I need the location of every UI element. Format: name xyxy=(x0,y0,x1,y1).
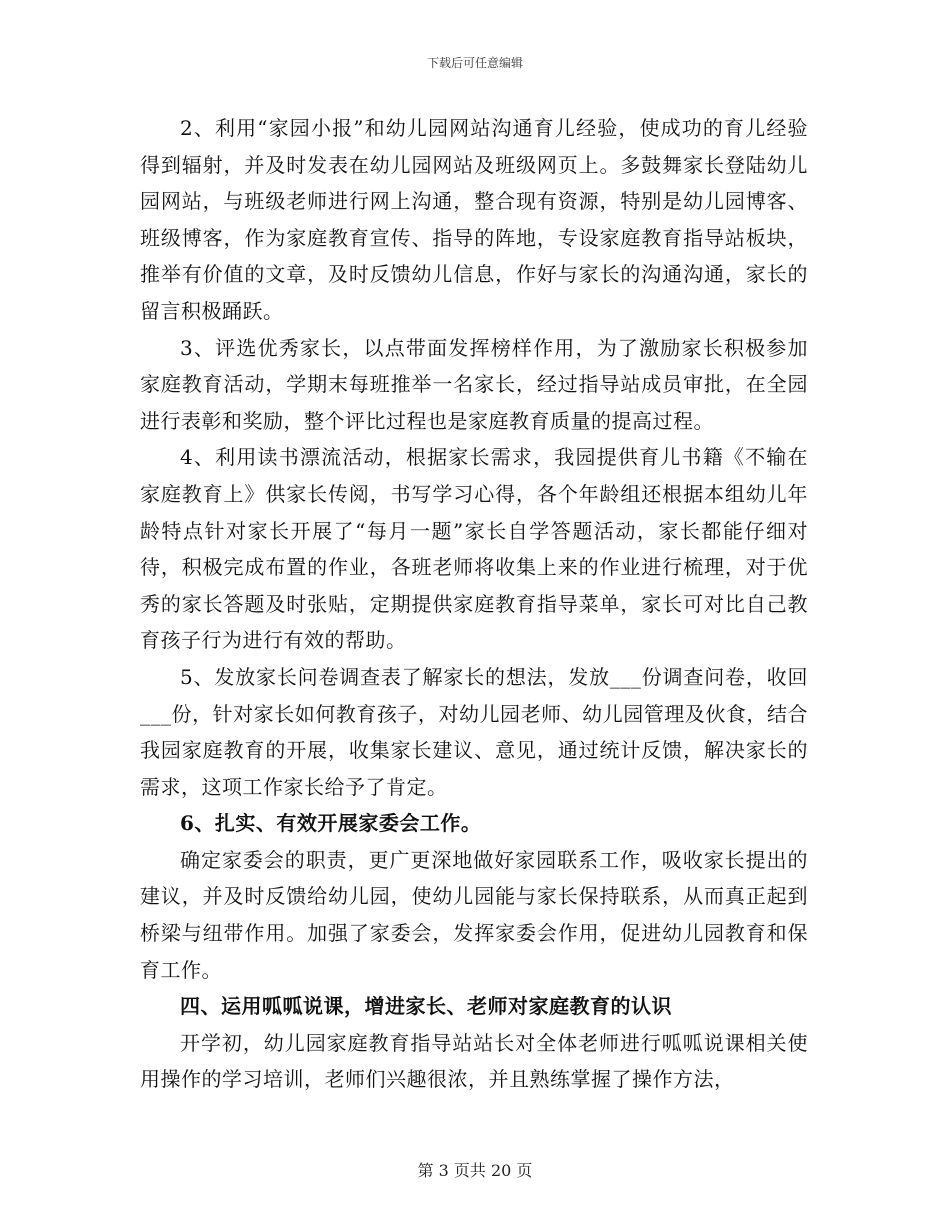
heading-6: 6、扎实、有效开展家委会工作。 xyxy=(180,811,482,836)
paragraph-5: 5、发放家长问卷调查表了解家长的想法，发放___份调查问卷，收回___份，针对家长如何教育孩子，对幼儿园老师、幼儿园管理及伙食，结合我园家庭教育的开展，收集家长建议、意见，通过统计反馈，解决家长的需求，这项工作家长给予了肯定。 xyxy=(140,664,808,799)
paragraph-3: 3、评选优秀家长，以点带面发挥榜样作用，为了激励家长积极参加家庭教育活动，学期末每班推举一名家长，经过指导站成员审批，在全园进行表彰和奖励，整个评比过程也是家庭教育质量的提高过程。 xyxy=(140,335,808,433)
paragraph-2: 2、利用“家园小报”和幼儿园网站沟通育儿经验，使成功的育儿经验得到辐射，并及时发表在幼儿园网站及班级网页上。多鼓舞家长登陆幼儿园网站，与班级老师进行网上沟通，整合现有资源，特别是幼儿园博客、班级博客，作为家庭教育宣传、指导的阵地，专设家庭教育指导站板块，推举有价值的文章，及时反馈幼儿信息，作好与家长的沟通沟通，家长的留言积极踊跃。 xyxy=(140,116,808,323)
section-heading-4: 四、运用呱呱说课，增进家长、老师对家庭教育的认识 xyxy=(180,994,672,1019)
document-body xyxy=(140,110,808,1098)
paragraph-4: 4、利用读书漂流活动，根据家长需求，我园提供育儿书籍《不输在家庭教育上》供家长传阅，书写学习心得，各个年龄组还根据本组幼儿年龄特点针对家长开展了“每月一题”家长自学答题活动，家长都能仔细对待，积极完成布置的作业，各班老师将收集上来的作业进行梳理，对于优秀的家长答题及时张贴，定期提供家庭教育指导菜单，家长可对比自己教育孩子行为进行有效的帮助。 xyxy=(140,445,808,653)
page-footer: 第 3 页共 20 页 xyxy=(417,1161,533,1180)
page-header: 下载后可任意编辑 xyxy=(426,56,523,70)
paragraph-training: 开学初，幼儿园家庭教育指导站站长对全体老师进行呱呱说课相关使用操作的学习培训，老师们兴趣很浓，并且熟练掌握了操作方法， xyxy=(140,1030,808,1092)
paragraph-committee: 确定家委会的职责，更广更深地做好家园联系工作，吸收家长提出的建议，并及时反馈给幼儿园，使幼儿园能与家长保持联系，从而真正起到桥梁与纽带作用。加强了家委会，发挥家委会作用，促进幼儿园教育和保育工作。 xyxy=(140,847,808,982)
